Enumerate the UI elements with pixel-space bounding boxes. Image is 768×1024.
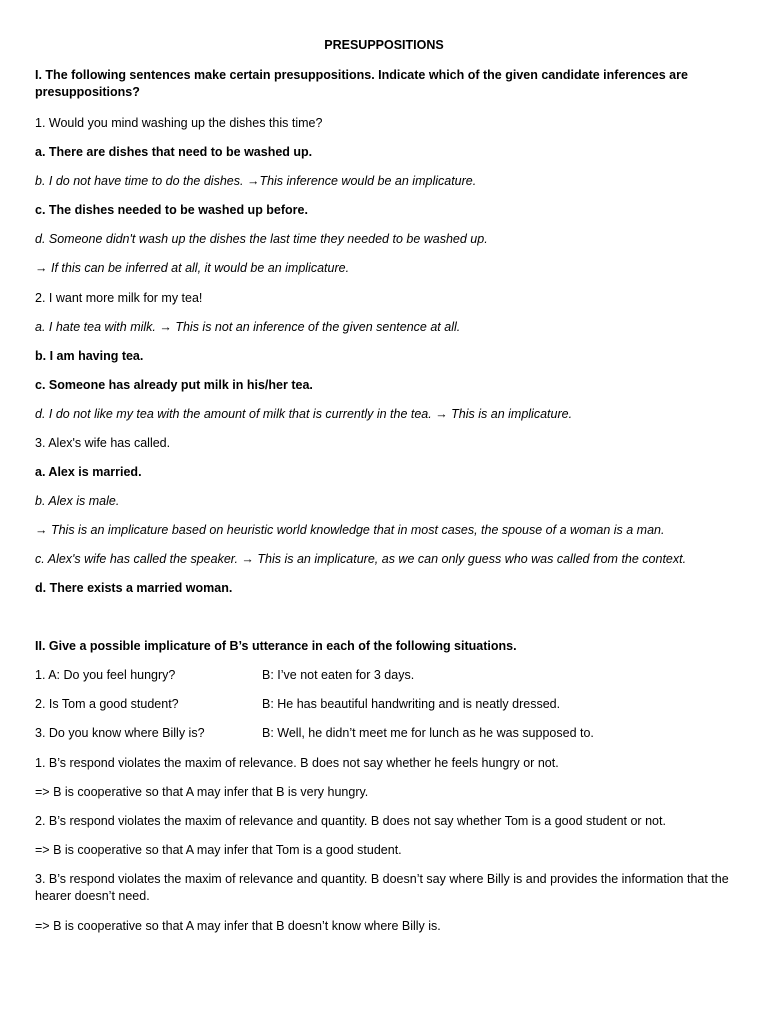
- situation-3-a: 3. Do you know where Billy is?: [35, 726, 205, 740]
- page-title: PRESUPPOSITIONS: [324, 38, 444, 52]
- q3-question: 3. Alex's wife has called.: [35, 436, 171, 450]
- q2-option-c: c. Someone has already put milk in his/her tea.: [35, 378, 313, 392]
- q2-option-b: b. I am having tea.: [35, 349, 144, 363]
- answer-3-inference: => B is cooperative so that A may infer that B doesn’t know where Billy is.: [35, 919, 441, 933]
- q3-option-b: b. Alex is male.: [35, 494, 120, 508]
- q1-option-b: b. I do not have time to do the dishes. →This inference would be an implicature.: [35, 174, 477, 188]
- q1-option-c: c. The dishes needed to be washed up before.: [35, 203, 308, 217]
- situation-2-a: 2. Is Tom a good student?: [35, 697, 179, 711]
- situation-1-b: B: I’ve not eaten for 3 days.: [262, 668, 415, 682]
- q3-option-b-note: → This is an implicature based on heuristic world knowledge that in most cases, the spouse of a woman is a man.: [35, 523, 665, 537]
- answer-1-inference: => B is cooperative so that A may infer that B is very hungry.: [35, 785, 369, 799]
- q2-option-a: a. I hate tea with milk. → This is not an inference of the given sentence at all.: [35, 320, 461, 334]
- q1-question: 1. Would you mind washing up the dishes this time?: [35, 116, 323, 130]
- situation-3-b: B: Well, he didn’t meet me for lunch as he was supposed to.: [262, 726, 594, 740]
- answer-2-inference: => B is cooperative so that A may infer that Tom is a good student.: [35, 843, 402, 857]
- q3-option-d: d. There exists a married woman.: [35, 581, 233, 595]
- q2-question: 2. I want more milk for my tea!: [35, 291, 203, 305]
- part2-heading: II. Give a possible implicature of B’s utterance in each of the following situations.: [35, 639, 517, 653]
- answer-1: 1. B’s respond violates the maxim of relevance. B does not say whether he feels hungry or not.: [35, 756, 559, 770]
- q2-option-d: d. I do not like my tea with the amount of milk that is currently in the tea. → This is an implicature.: [35, 407, 573, 421]
- q1-option-a: a. There are dishes that need to be washed up.: [35, 145, 313, 159]
- answer-2: 2. B’s respond violates the maxim of relevance and quantity. B does not say whether Tom is a good student or not.: [35, 814, 666, 828]
- q3-option-a: a. Alex is married.: [35, 465, 142, 479]
- situation-2-b: B: He has beautiful handwriting and is neatly dressed.: [262, 697, 561, 711]
- q1-option-d: d. Someone didn't wash up the dishes the last time they needed to be washed up.: [35, 232, 488, 246]
- situation-1-a: 1. A: Do you feel hungry?: [35, 668, 176, 682]
- answer-3: 3. B’s respond violates the maxim of relevance and quantity. B doesn’t say where Billy is and provides the information that the hearer doesn’t need.: [35, 872, 729, 903]
- q3-option-c: c. Alex's wife has called the speaker. → This is an implicature, as we can only guess who was called from the context.: [35, 552, 687, 566]
- part1-heading: I. The following sentences make certain presuppositions. Indicate which of the given candidate inferences are presuppositions?: [35, 68, 688, 99]
- q1-option-d-note: → If this can be inferred at all, it would be an implicature.: [35, 261, 350, 275]
